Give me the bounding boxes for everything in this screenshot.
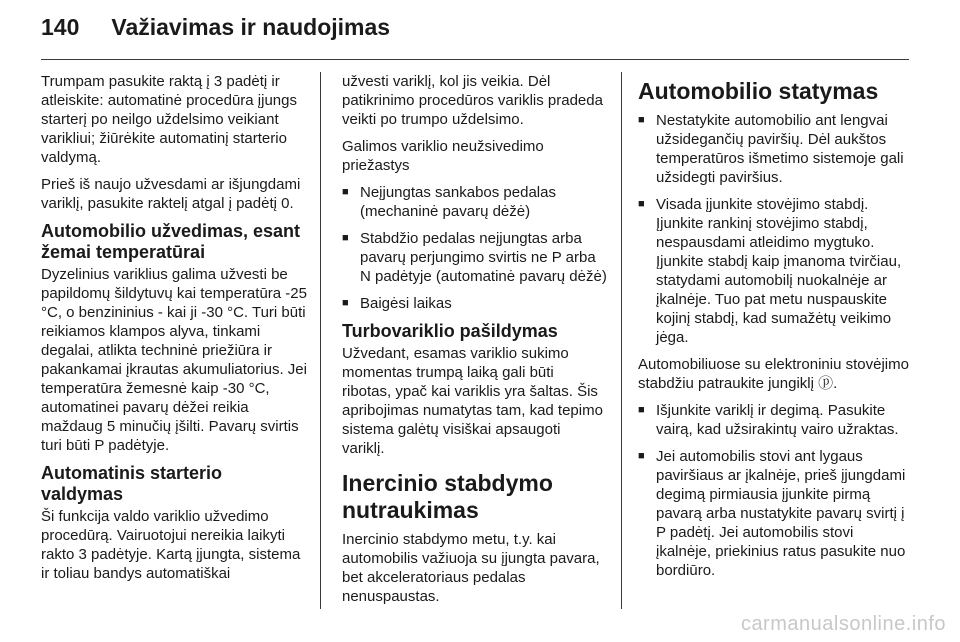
list-item: ■ Neįjungtas sankabos pedalas (mechaninė pavarų dėžė) — [342, 183, 607, 221]
inertia-paragraph: Inercinio stabdymo metu, t.y. kai automobilis važiuoja su įjungta pavara, bet akceleratoriaus pedalas nenuspaustas. — [342, 531, 600, 605]
list-item: ■ Baigėsi laikas — [342, 294, 607, 313]
failure-causes-list — [342, 183, 607, 313]
watermark: carmanualsonline.info — [740, 613, 946, 635]
heading-auto-starter: Automatinis starterio valdymas — [41, 463, 223, 504]
heading-inertia: Inercinio stabdymo nutraukimas — [342, 470, 553, 523]
auto-starter-paragraph: Ši funkcija valdo variklio užvedimo procedūrą. Vairuotojui nereikia laikyti rakto 3 padėtyje. Kartą įjungta, sistema ir toliau bandys automatiškai — [41, 508, 301, 582]
list-item: ■ Išjunkite variklį ir degimą. Pasukite vairą, kad užsirakintų vairo užraktas. — [638, 401, 910, 439]
turbo-paragraph: Užvedant, esamas variklio sukimo momentas trumpą laiką gali būti ribotas, ypač kai variklis yra šaltas. Šis apribojimas numatytas tam, kad tepimo sistema galėtų visiškai apsaugoti variklį. — [342, 345, 603, 457]
header-divider — [41, 59, 909, 60]
heading-cold-start: Automobilio užvedimas, esant žemai temperatūrai — [41, 221, 301, 262]
heading-parking: Automobilio statymas — [638, 78, 879, 104]
list-item: ■ Jei automobilis stovi ant lygaus paviršiaus ar įkalnėje, prieš įjungdami degimą pirmiausia įjunkite pirmą pavarą arba nustatykite pavarų svirtį į P padėtį. Jei automobilis stovi įkalnėje, priekinius ratus pasukite nuo bordiūro. — [638, 447, 910, 580]
column-2 — [342, 72, 607, 614]
restart-paragraph: Prieš iš naujo užvesdami ar išjungdami variklį, pasukite raktelį atgal į padėtį 0. — [41, 176, 301, 212]
cold-start-paragraph: Dyzelinius variklius galima užvesti be papildomų šildytuvų kai temperatūra -25 °C, o benzininius - kai ji -30 °C. Turi būti reikiamos klampos alyva, tinkami degalai, atlikta techninė priežiūra ir pakankamai įkrautas akumuliatorius. Jei temperatūra žemesnė kaip -30 °C, automatinei pavarų dėžei reikia maždaug 5 minučių įšilti. Pavarų svirtis turi būti P padėtyje. — [41, 266, 307, 454]
parking-list-continued — [638, 401, 910, 580]
intro-paragraph: Trumpam pasukite raktą į 3 padėtį ir atleiskite: automatinė procedūra įjungs starterį po neilgo uždelsimo veikiant varikliui; žiūrėkite automatinį starterio valdymą. — [41, 73, 297, 166]
list-item: ■ Stabdžio pedalas neįjungtas arba pavarų perjungimo svirtis ne P arba N padėtyje (automatinė pavarų dėžė) — [342, 229, 607, 286]
electronic-brake-note: Automobiliuose su elektroniniu stovėjimo stabdžiu patraukite jungiklį ⓟ. — [638, 356, 909, 392]
page-number: 140 — [41, 14, 80, 40]
parking-list — [638, 111, 910, 347]
list-item: ■ Nestatykite automobilio ant lengvai užsidegančių paviršių. Dėl aukštos temperatūros išmetimo sistemoje gali užsidegti paviršius. — [638, 111, 910, 187]
column-divider-1 — [320, 72, 321, 609]
list-item: ■ Visada įjunkite stovėjimo stabdį. Įjunkite rankinį stovėjimo stabdį, nespausdami atleidimo mygtuko. Įjunkite stabdį kaip įmanoma tvirčiau, statydami automobilį nuokalnėje ar įkalnėje. Tuo pat metu nuspauskite kojinį stabdį, kad sumažėtų veikimo jėga. — [638, 195, 910, 347]
failure-causes-intro: Galimos variklio neužsivedimo priežastys — [342, 138, 544, 174]
column-1 — [41, 72, 309, 591]
page-header — [41, 14, 390, 54]
continuation-paragraph: užvesti variklį, kol jis veikia. Dėl patikrinimo procedūros variklis pradeda veikti po trumpo uždelsimo. — [342, 73, 603, 128]
column-divider-2 — [621, 72, 622, 609]
column-3 — [638, 72, 910, 588]
chapter-title: Važiavimas ir naudojimas — [111, 14, 391, 40]
heading-turbo: Turbovariklio pašildymas — [342, 321, 558, 341]
